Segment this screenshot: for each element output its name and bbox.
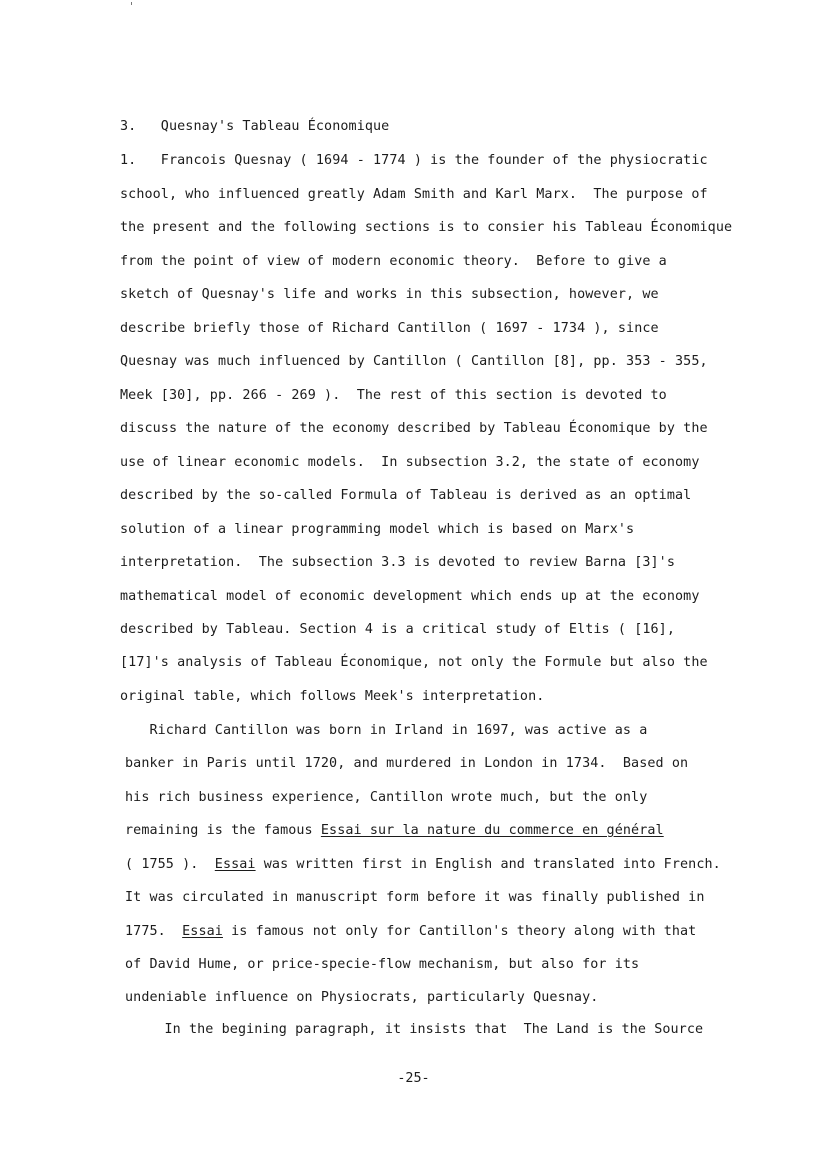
page-number: -25- (397, 1071, 430, 1086)
text-line: the present and the following sections is to consier his Tableau Économique (120, 220, 733, 235)
text-line (125, 923, 696, 941)
text-line: his rich business experience, Cantillon wrote much, but the only (125, 790, 648, 805)
scan-speck (131, 2, 132, 5)
text-line (125, 856, 721, 874)
text-line (125, 822, 664, 840)
text-line: It was circulated in manuscript form before it was finally published in (125, 890, 705, 905)
text-line: banker in Paris until 1720, and murdered in London in 1734. Based on (125, 756, 689, 771)
text-line: undeniable influence on Physiocrats, particularly Quesnay. (125, 990, 599, 1005)
text-line: Richard Cantillon was born in Irland in 1697, was active as a (125, 723, 648, 738)
text-line: interpretation. The subsection 3.3 is devoted to review Barna [3]'s (120, 555, 676, 570)
book-title: Essai sur la nature du commerce en général (320, 823, 664, 838)
text-line: from the point of view of modern economic theory. Before to give a (120, 254, 667, 269)
text-line: solution of a linear programming model which is based on Marx's (120, 522, 635, 537)
text-run: was written first in English and translated into French. (255, 857, 721, 872)
text-line: original table, which follows Meek's interpretation. (120, 689, 545, 704)
text-line: In the begining paragraph, it insists that The Land is the Source (140, 1022, 704, 1037)
text-line: 1. Francois Quesnay ( 1694 - 1774 ) is the founder of the physiocratic (120, 153, 708, 168)
text-line: described by the so-called Formula of Tableau is derived as an optimal (120, 488, 692, 503)
text-line: use of linear economic models. In subsection 3.2, the state of economy (120, 455, 700, 470)
text-line: sketch of Quesnay's life and works in this subsection, however, we (120, 287, 659, 302)
text-run: ( 1755 ). (125, 857, 215, 872)
text-line: mathematical model of economic development which ends up at the economy (120, 589, 700, 604)
section-heading: 3. Quesnay's Tableau Économique (120, 119, 390, 134)
text-line: discuss the nature of the economy described by Tableau Économique by the (120, 421, 708, 436)
text-line: school, who influenced greatly Adam Smith and Karl Marx. The purpose of (120, 187, 708, 202)
book-title: Essai (214, 857, 256, 872)
text-line: [17]'s analysis of Tableau Économique, not only the Formule but also the (120, 655, 708, 670)
text-line: of David Hume, or price-specie-flow mechanism, but also for its (125, 957, 640, 972)
text-line: Quesnay was much influenced by Cantillon ( Cantillon [8], pp. 353 - 355, (120, 354, 708, 369)
text-run: is famous not only for Cantillon's theory along with that (222, 924, 697, 939)
text-line: Meek [30], pp. 266 - 269 ). The rest of this section is devoted to (120, 388, 667, 403)
text-run: remaining is the famous (125, 823, 321, 838)
text-run: 1775. (125, 924, 183, 939)
text-line: described by Tableau. Section 4 is a critical study of Eltis ( [16], (120, 622, 676, 637)
text-line: describe briefly those of Richard Cantillon ( 1697 - 1734 ), since (120, 321, 659, 336)
book-title: Essai (182, 924, 223, 939)
